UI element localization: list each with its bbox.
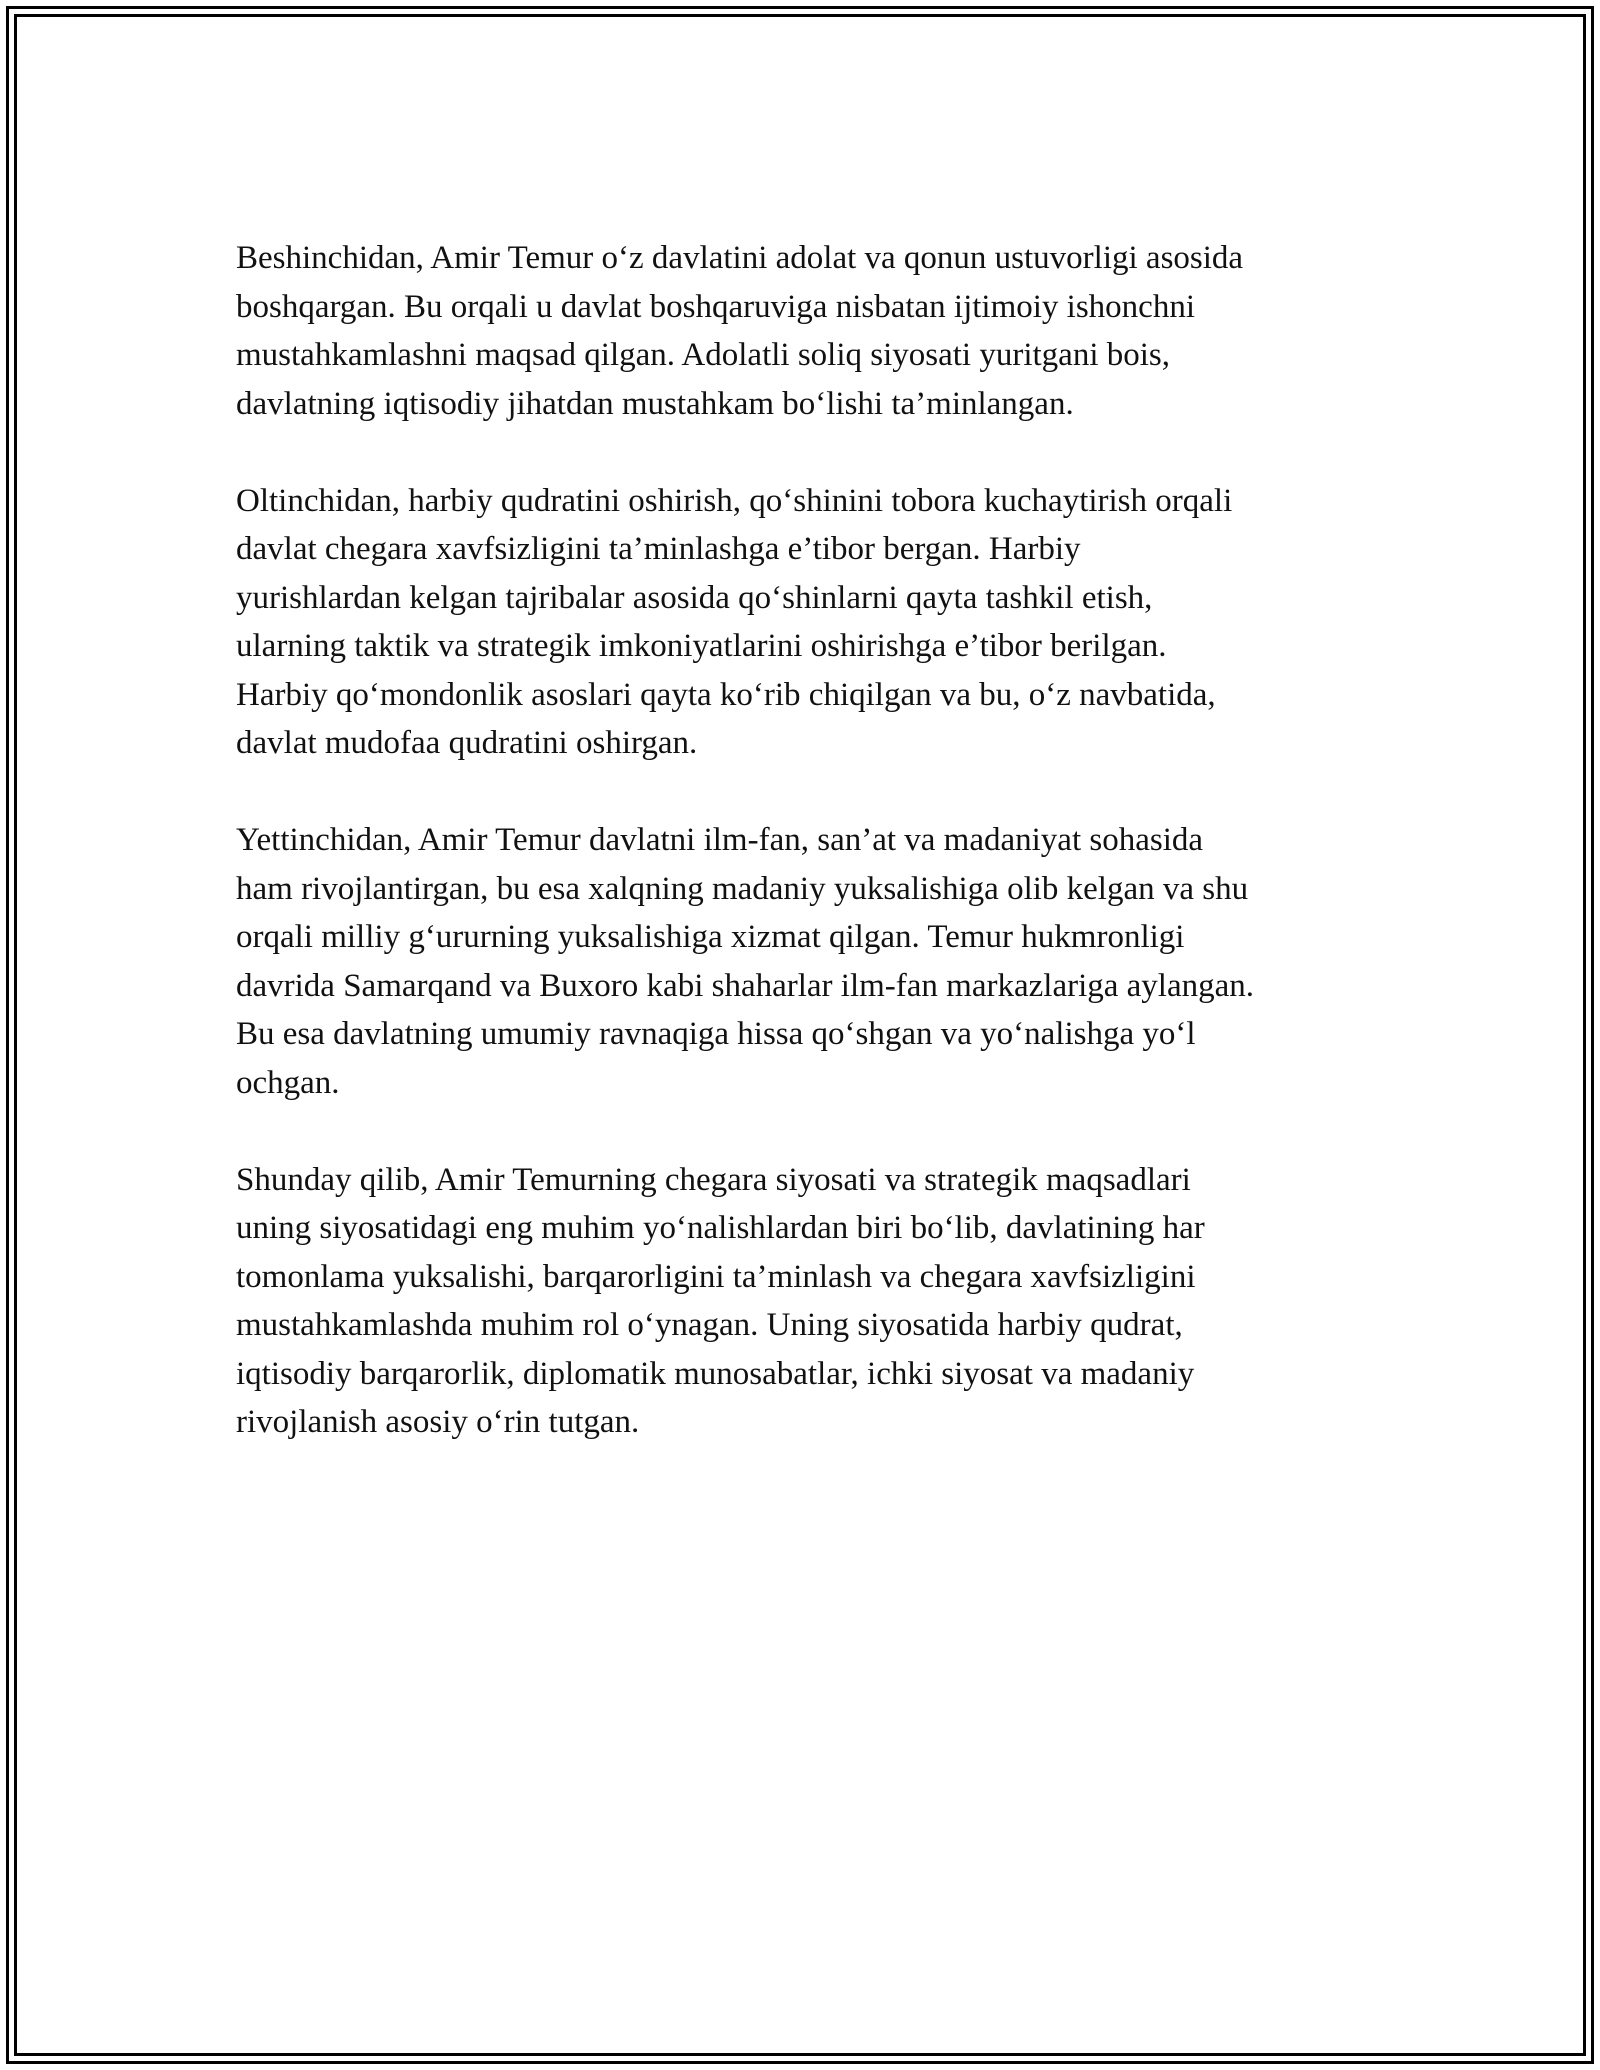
- text-line: davrida Samarqand va Buxoro kabi shaharlar ilm-fan markazlariga aylangan.: [236, 967, 1255, 1004]
- text-line: boshqargan. Bu orqali u davlat boshqaruviga nisbatan ijtimoiy ishonchni: [236, 288, 1195, 325]
- paragraph-beshinchidan: [236, 234, 1376, 428]
- text-line: uning siyosatidagi eng muhim yo‘nalishlardan biri bo‘lib, davlatining har: [236, 1210, 1205, 1246]
- text-line: iqtisodiy barqarorlik, diplomatik munosabatlar, ichki siyosat va madaniy: [236, 1355, 1195, 1392]
- text-line: davlatning iqtisodiy jihatdan mustahkam bo‘lishi ta’minlangan.: [236, 385, 1074, 422]
- text-line: Yettinchidan, Amir Temur davlatni ilm-fan, san’at va madaniyat sohasida: [236, 822, 1204, 858]
- text-line: Shunday qilib, Amir Temurning chegara siyosati va strategik maqsadlari: [236, 1161, 1191, 1198]
- text-line: Harbiy qo‘mondonlik asoslari qayta ko‘rib chiqilgan va bu, o‘z navbatida,: [236, 676, 1216, 713]
- text-line: rivojlanish asosiy o‘rin tutgan.: [236, 1404, 640, 1440]
- document-body: [236, 234, 1376, 1495]
- paragraph-oltinchidan: [236, 477, 1376, 768]
- paragraph-shunday-qilib: [236, 1156, 1376, 1447]
- text-line: orqali milliy g‘ururning yuksalishiga xizmat qilgan. Temur hukmronligi: [236, 919, 1185, 955]
- paragraph-yettinchidan: [236, 816, 1376, 1107]
- text-line: tomonlama yuksalishi, barqarorligini ta’minlash va chegara xavfsizligini: [236, 1258, 1196, 1295]
- text-line: davlat chegara xavfsizligini ta’minlashga e’tibor bergan. Harbiy: [236, 531, 1081, 567]
- text-line: Bu esa davlatning umumiy ravnaqiga hissa qo‘shgan va yo‘nalishga yo‘l: [236, 1016, 1196, 1052]
- text-line: ularning taktik va strategik imkoniyatlarini oshirishga e’tibor berilgan.: [236, 628, 1167, 664]
- text-line: mustahkamlashda muhim rol o‘ynagan. Uning siyosatida harbiy qudrat,: [236, 1307, 1183, 1343]
- text-line: mustahkamlashni maqsad qilgan. Adolatli soliq siyosati yuritgani bois,: [236, 337, 1171, 373]
- text-line: Beshinchidan, Amir Temur o‘z davlatini adolat va qonun ustuvorligi asosida: [236, 240, 1244, 276]
- text-line: ham rivojlantirgan, bu esa xalqning madaniy yuksalishiga olib kelgan va shu: [236, 870, 1249, 907]
- text-line: ochgan.: [236, 1064, 340, 1101]
- text-line: davlat mudofaa qudratini oshirgan.: [236, 725, 698, 761]
- text-line: yurishlardan kelgan tajribalar asosida qo‘shinlarni qayta tashkil etish,: [236, 579, 1153, 616]
- text-line: Oltinchidan, harbiy qudratini oshirish, qo‘shinini tobora kuchaytirish orqali: [236, 482, 1233, 519]
